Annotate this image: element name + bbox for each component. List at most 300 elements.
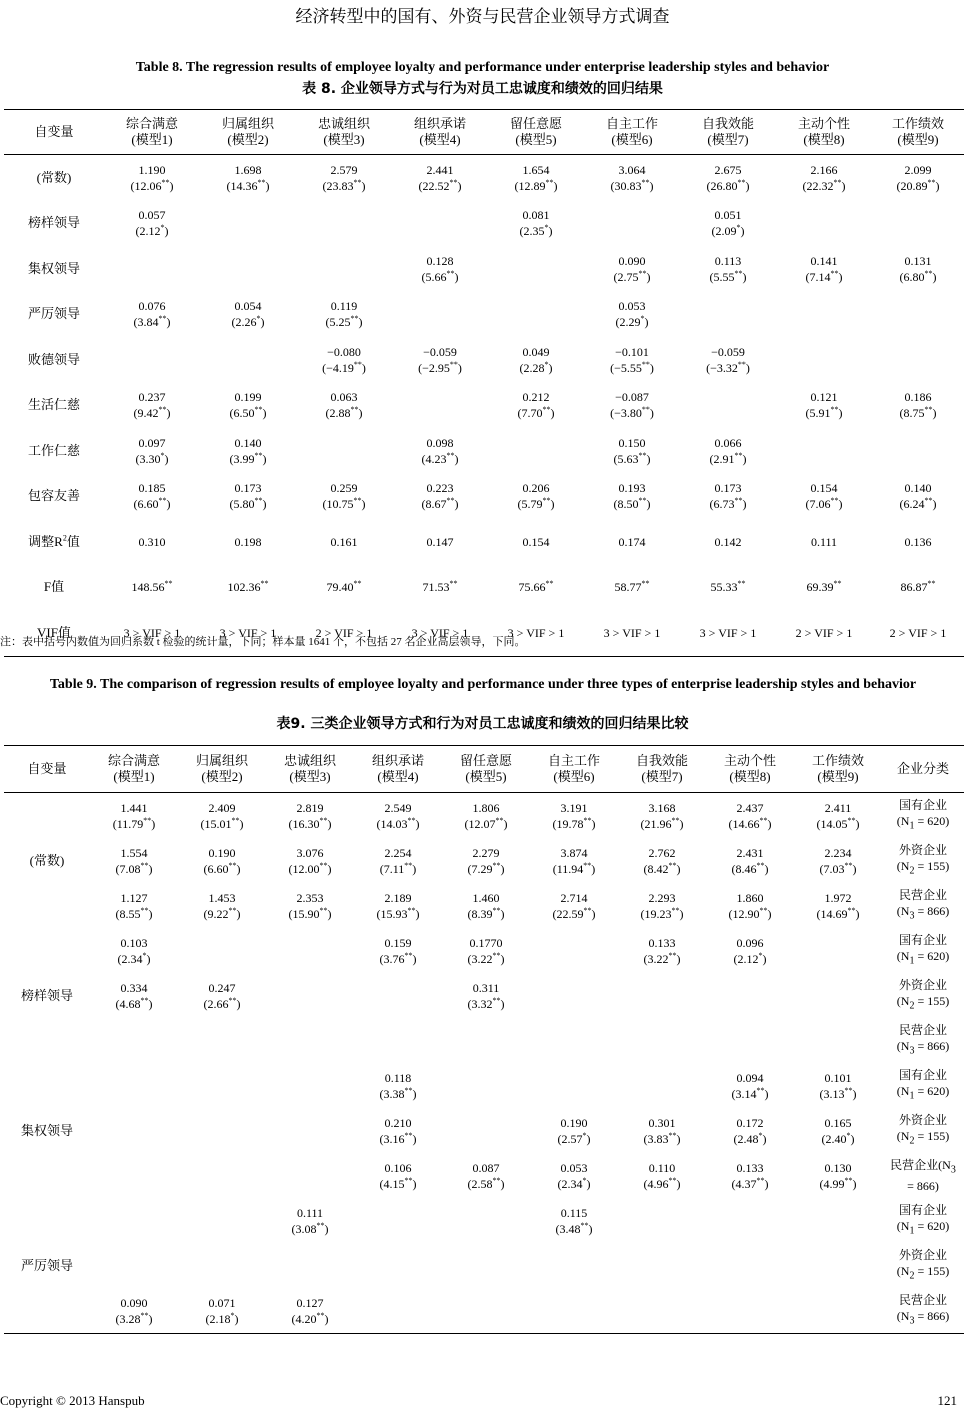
column-label: 自主工作 xyxy=(605,116,658,131)
data-cell: 0.053 (2.29*) xyxy=(615,299,649,330)
f-value: 58.77 xyxy=(614,580,642,595)
data-cell: 0.087 (2.58**) xyxy=(467,1160,505,1191)
table9-header-row xyxy=(4,746,964,793)
data-cell: 0.259 (10.75**) xyxy=(322,481,366,512)
significance-mark: ** xyxy=(641,359,650,369)
header-cell: 自变量 xyxy=(4,746,90,793)
data-cell: 0.147 xyxy=(426,534,454,549)
f-value: 79.40 xyxy=(326,580,354,595)
header-cell xyxy=(266,746,354,793)
significance-mark: ** xyxy=(158,314,167,324)
table-row xyxy=(4,1288,964,1334)
data-cell xyxy=(530,973,618,1018)
data-cell: 2.411 (14.05**) xyxy=(816,800,860,831)
category-name: 民营企业 xyxy=(898,1022,947,1037)
table-row xyxy=(4,883,964,928)
data-cell xyxy=(872,201,964,247)
data-cell xyxy=(354,1018,442,1063)
t-statistic: 3.30 xyxy=(139,451,161,466)
significance-mark: ** xyxy=(833,579,842,589)
coefficient: 0.119 xyxy=(330,299,358,314)
coefficient: 1.190 xyxy=(138,162,166,177)
data-cell: 0.071 (2.18*) xyxy=(178,1288,266,1334)
data-cell: 0.150 (5.63**) xyxy=(613,435,651,466)
enterprise-category xyxy=(882,1153,964,1198)
column-label: 工作绩效 xyxy=(891,116,944,131)
t-statistic: 4.99 xyxy=(823,1176,845,1191)
significance-mark: ** xyxy=(407,905,416,915)
category-name: 国有企业 xyxy=(898,797,947,812)
t-statistic: 8.46 xyxy=(735,861,757,876)
data-cell xyxy=(794,1018,882,1063)
significance-mark: ** xyxy=(492,860,501,870)
data-cell: 3 > VIF > 1 xyxy=(392,610,488,656)
significance-mark: ** xyxy=(407,815,416,825)
data-cell: 1.441 (11.79**) xyxy=(112,800,156,831)
data-cell: 0.127 (4.20**) xyxy=(266,1288,354,1334)
data-cell xyxy=(706,1198,794,1243)
significance-mark: ** xyxy=(158,496,167,506)
enterprise-category xyxy=(882,793,964,839)
data-cell: 2.579 (23.83**) xyxy=(322,162,366,193)
significance-mark: ** xyxy=(737,177,746,187)
significance-mark: ** xyxy=(228,995,237,1005)
t-statistic: 2.40 xyxy=(825,1131,847,1146)
data-cell: 3.168 (21.96**) xyxy=(640,800,684,831)
significance-mark: ** xyxy=(847,905,856,915)
data-cell: 0.173 (5.80**) xyxy=(229,481,267,512)
sample-prefix: (N xyxy=(896,1308,910,1323)
column-label: 留任意愿 xyxy=(459,753,512,768)
t-statistic: 15.01 xyxy=(204,816,232,831)
data-cell: 0.185 (6.60**) xyxy=(133,481,171,512)
column-label: 组织承诺 xyxy=(371,753,424,768)
coefficient: 2.819 xyxy=(296,800,324,815)
model-label: (模型9) xyxy=(817,769,859,784)
enterprise-category xyxy=(882,973,964,1018)
row-label: 生活仁慈 xyxy=(27,397,80,413)
f-value: 148.56 xyxy=(131,580,165,595)
data-cell: 0.247 (2.66**) xyxy=(203,980,241,1011)
model-label: (模型4) xyxy=(419,132,461,147)
data-cell xyxy=(530,1018,618,1063)
coefficient: 0.133 xyxy=(648,935,676,950)
data-cell: 0.193 (8.50**) xyxy=(613,481,651,512)
significance-mark: ** xyxy=(140,1310,149,1320)
data-cell xyxy=(442,1108,530,1153)
significance-mark: ** xyxy=(924,405,933,415)
f-value: 75.66 xyxy=(518,580,546,595)
category-name: 民营企业 xyxy=(898,1292,947,1307)
t-statistic: 9.42 xyxy=(137,406,159,421)
coefficient: 2.099 xyxy=(904,162,932,177)
significance-mark: ** xyxy=(641,579,650,589)
coefficient: 0.051 xyxy=(714,208,742,223)
coefficient: 0.141 xyxy=(810,253,838,268)
row-label: 榜样领导 xyxy=(27,215,80,231)
header-cell xyxy=(296,110,392,155)
t-statistic: 22.32 xyxy=(806,178,834,193)
data-cell: 1.698 (14.36**) xyxy=(226,162,270,193)
coefficient: 0.081 xyxy=(522,208,550,223)
t-statistic: 7.29 xyxy=(471,861,493,876)
data-cell xyxy=(584,565,680,611)
model-label: (模型5) xyxy=(465,769,507,784)
row-label: 败德领导 xyxy=(27,351,80,367)
coefficient: −0.059 xyxy=(423,344,457,359)
t-statistic: 4.23 xyxy=(425,451,447,466)
table8-caption-en: Table 8. The regression results of employee loyalty and performance under enterprise leadership styles and behavior xyxy=(135,60,830,75)
header-cell: 企业分类 xyxy=(882,746,964,793)
data-cell xyxy=(178,1018,266,1063)
header-cell xyxy=(776,110,872,155)
significance-mark: ** xyxy=(545,177,554,187)
data-cell xyxy=(776,337,872,383)
data-cell: 2.234 (7.03**) xyxy=(819,845,857,876)
coefficient: 0.118 xyxy=(384,1070,412,1085)
data-cell: 0.054 (2.26*) xyxy=(231,299,265,330)
t-statistic: 20.89 xyxy=(900,178,928,193)
t-statistic: 2.48 xyxy=(737,1131,759,1146)
coefficient: 0.096 xyxy=(736,935,764,950)
table-row xyxy=(4,793,964,839)
t-statistic: 2.28 xyxy=(523,360,545,375)
significance-mark: * xyxy=(544,359,549,369)
coefficient: 0.301 xyxy=(648,1115,676,1130)
significance-mark: ** xyxy=(492,950,501,960)
t-statistic: 14.05 xyxy=(820,816,848,831)
t-statistic: 12.06 xyxy=(134,178,162,193)
coefficient: 2.293 xyxy=(648,890,676,905)
t-statistic: 3.22 xyxy=(647,951,669,966)
coefficient: 1.698 xyxy=(234,162,262,177)
row-label: 集权领导 xyxy=(20,1122,73,1138)
coefficient: 2.431 xyxy=(736,845,764,860)
model-label: (模型7) xyxy=(641,769,683,784)
data-cell: 0.161 xyxy=(330,534,358,549)
data-cell xyxy=(104,246,200,292)
data-cell xyxy=(266,1243,354,1288)
data-cell xyxy=(296,428,392,474)
significance-mark: ** xyxy=(164,579,173,589)
coefficient: 1.460 xyxy=(472,890,500,905)
data-cell: 3.874 (11.94**) xyxy=(552,845,596,876)
data-cell: 2.675 (26.80**) xyxy=(706,162,750,193)
significance-mark: ** xyxy=(641,405,650,415)
coefficient: 0.098 xyxy=(426,435,454,450)
column-label: 忠诚组织 xyxy=(283,753,336,768)
data-cell: 0.106 (4.15**) xyxy=(379,1160,417,1191)
data-cell: 0.311 (3.32**) xyxy=(467,980,505,1011)
data-cell xyxy=(442,1243,530,1288)
t-statistic: 14.36 xyxy=(230,178,258,193)
data-cell: 0.154 xyxy=(522,534,550,549)
category-name: 国有企业 xyxy=(898,932,947,947)
significance-mark: ** xyxy=(353,579,362,589)
data-cell: 0.159 (3.76**) xyxy=(379,935,417,966)
data-cell: 0.063 (2.88**) xyxy=(325,390,363,421)
row-label xyxy=(4,519,104,565)
data-cell: 0.090 (3.28**) xyxy=(90,1288,178,1334)
coefficient: 2.409 xyxy=(208,800,236,815)
t-statistic: 16.30 xyxy=(292,816,320,831)
coefficient: 0.173 xyxy=(714,481,742,496)
header-cell xyxy=(584,110,680,155)
row-label: VIF值 xyxy=(4,610,104,656)
data-cell: 2.762 (8.42**) xyxy=(643,845,681,876)
t-statistic: 2.88 xyxy=(329,406,351,421)
data-cell: 0.101 (3.13**) xyxy=(819,1070,857,1101)
data-cell: 0.310 xyxy=(138,534,166,549)
row-label: 集权领导 xyxy=(27,260,80,276)
data-cell xyxy=(354,973,442,1018)
coefficient: 0.1770 xyxy=(469,935,503,950)
category-name: 外资企业 xyxy=(898,842,947,857)
coefficient: 3.064 xyxy=(618,162,646,177)
table-row xyxy=(4,928,964,973)
column-label: 留任意愿 xyxy=(509,116,562,131)
data-cell xyxy=(706,1243,794,1288)
data-cell: 2.254 (7.11**) xyxy=(379,845,417,876)
data-cell: 0.141 (7.14**) xyxy=(805,253,843,284)
data-cell: −0.080 (−4.19**) xyxy=(322,344,366,375)
data-cell: 0.172 (2.48*) xyxy=(733,1115,767,1146)
coefficient: 0.133 xyxy=(736,1160,764,1175)
data-cell: 0.190 (2.57*) xyxy=(557,1115,591,1146)
significance-mark: ** xyxy=(583,860,592,870)
data-cell xyxy=(442,1063,530,1108)
coefficient: 0.103 xyxy=(120,935,148,950)
t-statistic: 14.66 xyxy=(732,816,760,831)
t-statistic: 11.79 xyxy=(116,816,144,831)
significance-mark: ** xyxy=(140,905,149,915)
significance-mark: * xyxy=(544,223,549,233)
significance-mark: ** xyxy=(257,177,266,187)
t-statistic: 15.93 xyxy=(380,906,408,921)
significance-mark: ** xyxy=(641,177,650,187)
sample-prefix: (N xyxy=(896,1218,910,1233)
sample-prefix: (N xyxy=(896,858,910,873)
t-statistic: −3.32 xyxy=(710,360,738,375)
significance-mark: ** xyxy=(734,450,743,460)
data-cell: 0.098 (4.23**) xyxy=(421,435,459,466)
t-statistic: 10.75 xyxy=(326,497,354,512)
data-cell: 0.110 (4.96**) xyxy=(643,1160,681,1191)
enterprise-category xyxy=(882,1198,964,1243)
sample-size: = 866) xyxy=(914,903,950,918)
significance-mark: ** xyxy=(737,359,746,369)
significance-mark: ** xyxy=(924,496,933,506)
data-cell xyxy=(266,1108,354,1153)
data-cell: 3 > VIF > 1 xyxy=(104,610,200,656)
sample-size: = 620) xyxy=(914,1218,950,1233)
significance-mark: ** xyxy=(353,177,362,187)
coefficient: 0.053 xyxy=(618,299,646,314)
data-cell: 2.099 (20.89**) xyxy=(896,162,940,193)
data-cell: 3.076 (12.00**) xyxy=(288,845,332,876)
significance-mark: ** xyxy=(316,1310,325,1320)
t-statistic: 6.24 xyxy=(903,497,925,512)
t-statistic: 4.96 xyxy=(647,1176,669,1191)
t-statistic: 2.75 xyxy=(617,269,639,284)
sample-prefix: (N xyxy=(896,993,910,1008)
data-cell xyxy=(200,565,296,611)
t-statistic: 6.50 xyxy=(233,406,255,421)
t-statistic: 23.83 xyxy=(326,178,354,193)
data-cell: 0.049 (2.28*) xyxy=(519,344,553,375)
coefficient: 0.057 xyxy=(138,208,166,223)
coefficient: 0.121 xyxy=(810,390,838,405)
data-cell: 0.131 (6.80**) xyxy=(899,253,937,284)
sample-size: = 620) xyxy=(914,813,950,828)
t-statistic: 2.58 xyxy=(471,1176,493,1191)
column-label: 自主工作 xyxy=(547,753,600,768)
significance-mark: ** xyxy=(228,860,237,870)
coefficient: 0.127 xyxy=(296,1295,324,1310)
data-cell: −0.059 (−3.32**) xyxy=(706,344,750,375)
significance-mark: ** xyxy=(446,268,455,278)
sample-size: = 620) xyxy=(914,948,950,963)
t-statistic: 2.34 xyxy=(121,951,143,966)
significance-mark: ** xyxy=(756,860,765,870)
data-cell: 2.819 (16.30**) xyxy=(288,800,332,831)
significance-mark: * xyxy=(736,223,741,233)
data-cell: 0.111 (3.08**) xyxy=(291,1205,329,1236)
data-cell: 0.097 (3.30*) xyxy=(135,435,169,466)
t-statistic: 3.83 xyxy=(647,1131,669,1146)
coefficient: 1.806 xyxy=(472,800,500,815)
data-cell: 0.198 xyxy=(234,534,262,549)
t-statistic: 14.69 xyxy=(820,906,848,921)
coefficient: 0.094 xyxy=(736,1070,764,1085)
t-statistic: 3.32 xyxy=(471,996,493,1011)
data-cell: 3.191 (19.78**) xyxy=(552,800,596,831)
model-label: (模型1) xyxy=(131,132,173,147)
sample-size: = 155) xyxy=(914,1263,950,1278)
coefficient: 2.279 xyxy=(472,845,500,860)
data-cell: 3 > VIF > 1 xyxy=(584,610,680,656)
header-cell xyxy=(90,746,178,793)
coefficient: 0.110 xyxy=(648,1160,676,1175)
table9-caption-zh: 表9. 三类企业领导方式和行为对员工忠诚度和绩效的回归结果比较 xyxy=(276,716,689,732)
t-statistic: −4.19 xyxy=(326,360,354,375)
significance-mark: ** xyxy=(449,359,458,369)
t-statistic: 8.55 xyxy=(119,906,141,921)
coefficient: 0.066 xyxy=(714,435,742,450)
data-cell xyxy=(776,565,872,611)
data-cell xyxy=(530,1243,618,1288)
column-label: 主动个性 xyxy=(723,753,776,768)
significance-mark: ** xyxy=(254,405,263,415)
significance-mark: ** xyxy=(158,405,167,415)
t-statistic: 2.18 xyxy=(209,1311,231,1326)
significance-mark: ** xyxy=(668,1175,677,1185)
coefficient: 1.441 xyxy=(120,800,148,815)
data-cell xyxy=(794,973,882,1018)
t-statistic: 4.15 xyxy=(383,1176,405,1191)
model-label: (模型8) xyxy=(729,769,771,784)
significance-mark: ** xyxy=(140,995,149,1005)
t-statistic: 8.50 xyxy=(617,497,639,512)
coefficient: 1.554 xyxy=(120,845,148,860)
coefficient: 3.168 xyxy=(648,800,676,815)
significance-mark: * xyxy=(846,1130,851,1140)
data-cell: 3.064 (30.83**) xyxy=(610,162,654,193)
header-cell xyxy=(530,746,618,793)
enterprise-category xyxy=(882,1243,964,1288)
t-statistic: 3.76 xyxy=(383,951,405,966)
t-statistic: 6.60 xyxy=(207,861,229,876)
data-cell xyxy=(872,337,964,383)
data-cell xyxy=(178,1198,266,1243)
data-cell xyxy=(618,1288,706,1334)
table-row xyxy=(4,1198,964,1243)
data-cell: 0.133 (3.22**) xyxy=(643,935,681,966)
coefficient: 2.675 xyxy=(714,162,742,177)
coefficient: 2.234 xyxy=(824,845,852,860)
model-label: (模型2) xyxy=(227,132,269,147)
t-statistic: 7.70 xyxy=(521,406,543,421)
data-cell xyxy=(584,201,680,247)
data-cell xyxy=(178,1243,266,1288)
header-cell xyxy=(872,110,964,155)
n-subscript: 2 xyxy=(909,1135,915,1147)
significance-mark: ** xyxy=(668,860,677,870)
data-cell xyxy=(178,1063,266,1108)
t-statistic: 3.28 xyxy=(119,1311,141,1326)
data-cell xyxy=(392,383,488,429)
row-label: (常数) xyxy=(29,852,65,868)
data-cell: 0.133 (4.37**) xyxy=(731,1160,769,1191)
data-cell: 0.119 (5.25**) xyxy=(325,299,363,330)
data-cell: 3 > VIF > 1 xyxy=(680,610,776,656)
column-label: 归属组织 xyxy=(195,753,248,768)
n-subscript: 3 xyxy=(909,1045,915,1057)
sample-prefix: (N xyxy=(896,813,910,828)
table-row xyxy=(4,474,964,520)
table-row xyxy=(4,428,964,474)
category-name: 民营企业 xyxy=(898,887,947,902)
significance-mark: ** xyxy=(671,815,680,825)
t-statistic: 19.78 xyxy=(556,816,584,831)
sample-prefix: (N xyxy=(896,1083,910,1098)
t-statistic: 5.66 xyxy=(425,269,447,284)
data-cell: 0.081 (2.35*) xyxy=(519,208,553,239)
data-cell xyxy=(488,292,584,338)
data-cell: 0.066 (2.91**) xyxy=(709,435,747,466)
data-cell xyxy=(706,1288,794,1334)
significance-mark: ** xyxy=(759,905,768,915)
significance-mark: ** xyxy=(734,268,743,278)
data-cell xyxy=(266,973,354,1018)
data-cell: 0.057 (2.12*) xyxy=(135,208,169,239)
significance-mark: ** xyxy=(580,1220,589,1230)
column-label: 组织承诺 xyxy=(413,116,466,131)
table-row xyxy=(4,1108,964,1153)
page-number: 121 xyxy=(937,1393,957,1408)
t-statistic: 2.09 xyxy=(715,224,737,239)
t-statistic: 8.67 xyxy=(425,497,447,512)
significance-mark: ** xyxy=(844,1085,853,1095)
table9 xyxy=(4,745,964,1334)
r2-superscript: 2 xyxy=(62,533,67,543)
t-statistic: 5.55 xyxy=(713,269,735,284)
table-row xyxy=(4,292,964,338)
coefficient: 0.334 xyxy=(120,980,148,995)
data-cell xyxy=(442,1288,530,1334)
data-cell: 0.051 (2.09*) xyxy=(711,208,745,239)
coefficient: 0.259 xyxy=(330,481,358,496)
